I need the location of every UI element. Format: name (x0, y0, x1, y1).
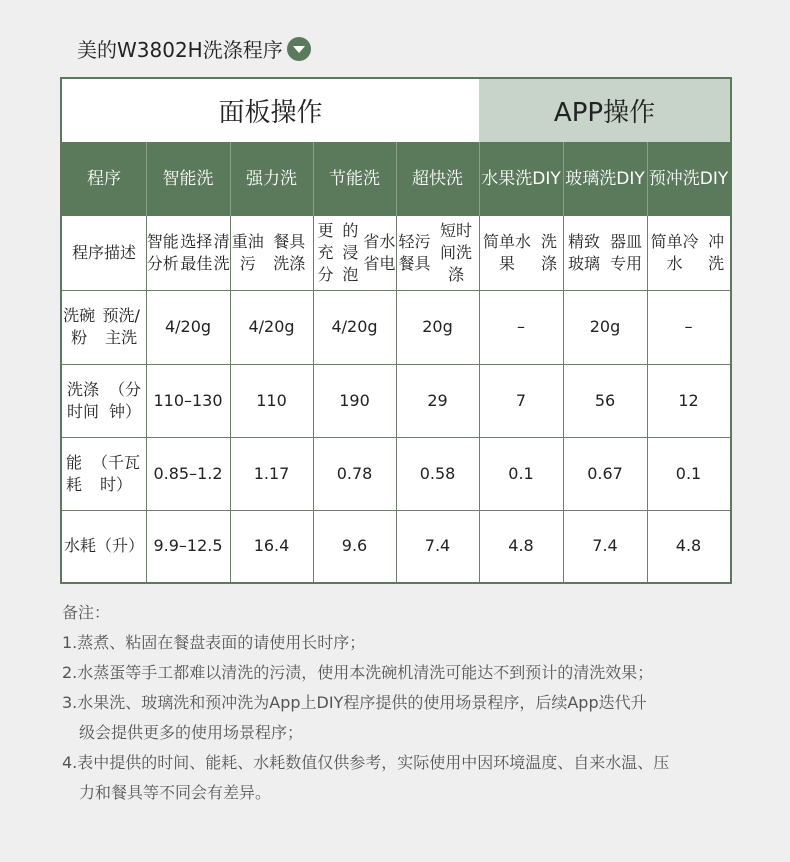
note-line: 级会提供更多的使用场景程序； (79, 723, 304, 742)
cell-text-line: DIY (699, 169, 729, 189)
cell-text-line: 强力洗 (246, 169, 297, 189)
cell-text-line: 餐具洗涤 (273, 232, 306, 273)
column-header (563, 142, 647, 216)
table-cell (146, 364, 230, 437)
cell-text-line: 20g (422, 317, 453, 336)
table-cell (396, 216, 479, 290)
cell-text-line: 9.6 (341, 536, 368, 555)
table-cell (230, 437, 313, 510)
section-app-operation: APP操作 (479, 79, 730, 142)
table-cell (647, 437, 730, 510)
cell-text-line: 7 (515, 390, 527, 410)
header-divider (396, 142, 397, 216)
cell-text-line: 程序 (71, 243, 104, 262)
header-divider (647, 142, 648, 216)
cell-text-line: 110 (256, 390, 287, 410)
column-divider (230, 216, 231, 582)
table-cell (313, 364, 396, 437)
cell-text-line: 0.78 (336, 463, 373, 483)
cell-text-line: 重油污 (231, 232, 264, 273)
cell-text-line: 精致玻璃 (567, 232, 600, 273)
cell-text-line: （千瓦时） (91, 452, 140, 494)
cell-text-line: 简单冷水 (650, 232, 699, 273)
cell-text-line: 16.4 (253, 536, 290, 555)
cell-text-line: 4/20g (331, 317, 378, 336)
table-cell (230, 364, 313, 437)
header-divider (146, 142, 147, 216)
cell-text-line: 110–130 (153, 390, 223, 410)
cell-text-line: 省水省电 (363, 232, 396, 273)
table-cell (563, 216, 647, 290)
table-cell (146, 437, 230, 510)
cell-text-line: 清洗 (213, 232, 230, 273)
cell-text-line: – (684, 317, 693, 336)
cell-text-line: 短时间洗涤 (439, 221, 472, 284)
cell-text-line: 20g (589, 317, 621, 336)
notes-list (62, 628, 732, 808)
table-cell (563, 510, 647, 582)
table-cell (563, 364, 647, 437)
table-cell (313, 290, 396, 364)
row-label (62, 216, 146, 290)
cell-text-line: 预洗/主洗 (102, 306, 140, 347)
cell-text-line: 洗涤时间 (66, 379, 99, 421)
table-cell (146, 510, 230, 582)
cell-text-line: 7.4 (424, 536, 451, 555)
table-cell (647, 364, 730, 437)
column-divider (146, 216, 147, 582)
table-cell (647, 510, 730, 582)
table-cell (563, 290, 647, 364)
column-header (647, 142, 730, 216)
cell-text-line: 4/20g (248, 317, 295, 336)
table-cell (230, 290, 313, 364)
column-header (62, 142, 146, 216)
row-label (62, 510, 146, 582)
cell-text-line: 能耗 (65, 452, 82, 494)
table-cell (396, 510, 479, 582)
row-label (62, 364, 146, 437)
column-divider (479, 216, 480, 582)
cell-text-line: 超快洗 (412, 169, 463, 189)
column-header (479, 142, 563, 216)
cell-text-line: 9.9–12.5 (153, 536, 223, 555)
table-cell (396, 437, 479, 510)
header-divider (230, 142, 231, 216)
cell-text-line: 描述 (104, 243, 137, 262)
cell-text-line: 冲洗 (708, 232, 725, 273)
note-line: 2.水蒸蛋等手工都难以清洗的污渍，使用本洗碗机清洗可能达不到预计的清洗效果； (62, 663, 654, 682)
table-cell (479, 290, 563, 364)
note-line: 1.蒸煮、粘固在餐盘表面的请使用长时序； (62, 633, 366, 652)
table-cell (563, 437, 647, 510)
column-divider (647, 216, 648, 582)
column-header (313, 142, 396, 216)
cell-text-line: 轻污餐具 (398, 232, 431, 273)
column-header (146, 142, 230, 216)
column-divider (396, 216, 397, 582)
table-cell (396, 290, 479, 364)
notes-heading: 备注： (62, 603, 111, 622)
header-divider (563, 142, 564, 216)
table-cell (396, 364, 479, 437)
table-cell (313, 510, 396, 582)
cell-text-line: 56 (594, 390, 616, 410)
cell-text-line: 程序 (87, 169, 121, 189)
cell-text-line: 玻璃洗 (565, 169, 617, 189)
notes (62, 598, 732, 808)
cell-text-line: 洗涤 (540, 232, 557, 273)
table-cell (230, 216, 313, 290)
column-header (230, 142, 313, 216)
cell-text-line: 更充分 (317, 221, 334, 284)
cell-text-line: 0.85–1.2 (153, 463, 223, 483)
note-line: 4.表中提供的时间、能耗、水耗数值仅供参考，实际使用中因环境温度、自来水温、压 (62, 753, 670, 772)
cell-text-line: DIY (532, 169, 561, 189)
cell-text-line: 4/20g (164, 317, 212, 336)
cell-text-line: 4.8 (675, 536, 702, 555)
cell-text-line: 0.1 (508, 463, 534, 483)
cell-text-line: （升） (96, 536, 145, 555)
cell-text-line: DIY (616, 169, 645, 189)
cell-text-line: 29 (427, 390, 448, 410)
table-cell (479, 364, 563, 437)
table-cell (479, 437, 563, 510)
page-title (77, 34, 311, 63)
cell-text-line: 预冲洗 (648, 169, 700, 189)
table-cell (479, 216, 563, 290)
column-header (396, 142, 479, 216)
cell-text-line: 1.17 (253, 463, 290, 483)
cell-text-line: 器皿专用 (609, 232, 642, 273)
cell-text-line: 0.67 (587, 463, 623, 483)
cell-text-line: 0.58 (419, 463, 456, 483)
cell-text-line: 12 (678, 390, 699, 410)
cell-text-line: 0.1 (675, 463, 702, 483)
cell-text-line: 7.4 (592, 536, 618, 555)
table-cell (647, 216, 730, 290)
header-divider (313, 142, 314, 216)
cell-text-line: 4.8 (508, 536, 534, 555)
note-line: 力和餐具等不同会有差异。 (79, 783, 272, 802)
row-label (62, 437, 146, 510)
column-divider (563, 216, 564, 582)
table-header-row (62, 142, 730, 216)
cell-text-line: 水果洗 (481, 169, 533, 189)
table-cell (647, 290, 730, 364)
cell-text-line: 智能洗 (162, 169, 214, 189)
chevron-down-icon[interactable] (287, 37, 311, 61)
table-cell (230, 510, 313, 582)
cell-text-line: – (517, 317, 525, 336)
column-divider (313, 216, 314, 582)
note-line: 3.水果洗、玻璃洗和预冲洗为App上DIY程序提供的使用场景程序，后续App迭代升 (62, 693, 647, 712)
table-cell (146, 216, 230, 290)
section-panel-operation: 面板操作 (62, 79, 479, 142)
cell-text-line: 的浸泡 (342, 221, 359, 284)
cell-text-line: 190 (339, 390, 370, 410)
row-label (62, 290, 146, 364)
page-title-text: 美的W3802H洗涤程序 (77, 38, 283, 62)
cell-text-line: 节能洗 (329, 169, 380, 189)
program-table (60, 77, 732, 584)
cell-text-line: 水耗 (63, 536, 96, 555)
cell-text-line: 简单水果 (482, 232, 531, 273)
cell-text-line: （分钟） (108, 379, 141, 421)
cell-text-line: 洗碗粉 (63, 306, 96, 347)
table-cell (313, 216, 396, 290)
cell-text-line: 选择最佳 (180, 232, 213, 273)
header-divider (479, 142, 480, 216)
table-cell (313, 437, 396, 510)
cell-text-line: 智能分析 (146, 232, 179, 273)
table-cell (479, 510, 563, 582)
table-cell (146, 290, 230, 364)
